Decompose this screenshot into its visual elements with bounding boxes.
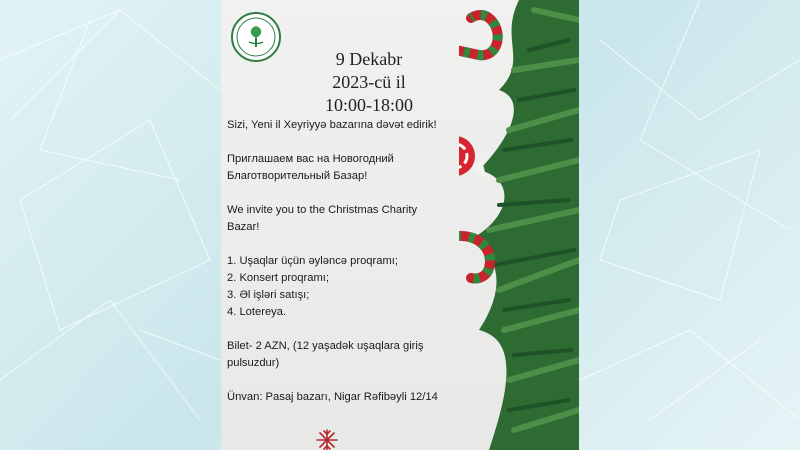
candy-cane-icon <box>459 236 490 279</box>
ticket-info-line1: Bilet- 2 AZN, (12 yaşadək uşaqlara giriş <box>227 340 424 352</box>
date-day: 9 Dekabr <box>335 49 403 69</box>
program-item: 1. Uşaqlar üçün əyləncə proqramı; <box>227 255 399 267</box>
date-year: 2023-cü il <box>332 72 406 92</box>
event-time: 10:00-18:00 <box>325 95 413 115</box>
address: Ünvan: Pasaj bazarı, Nigar Rəfibəyli 12/14 <box>227 391 438 403</box>
program-item: 2. Konsert proqramı; <box>227 272 329 284</box>
invitation-text <box>227 117 463 406</box>
ticket-info-line2: pulsuzdur) <box>227 357 280 369</box>
invite-english-line2: Bazar! <box>227 221 260 233</box>
program-item: 4. Lotereya. <box>227 306 287 318</box>
invite-russian-line2: Благотворительный Базар! <box>227 170 368 182</box>
invite-azerbaijani: Sizi, Yeni il Xeyriyyə bazarına dəvət edirik! <box>227 119 437 131</box>
invite-english-line1: We invite you to the Christmas Charity <box>227 204 418 216</box>
event-poster <box>221 0 579 450</box>
snowflake-icon <box>315 428 339 450</box>
christmas-decorations <box>459 0 579 450</box>
program-item: 3. Əl işləri satışı; <box>227 289 310 301</box>
pine-branch <box>469 0 579 450</box>
date-time-block <box>269 48 469 117</box>
invite-russian-line1: Приглашаем вас на Новогодний <box>227 153 394 165</box>
candy-cane-icon <box>459 15 498 55</box>
candy-icon <box>459 132 487 180</box>
